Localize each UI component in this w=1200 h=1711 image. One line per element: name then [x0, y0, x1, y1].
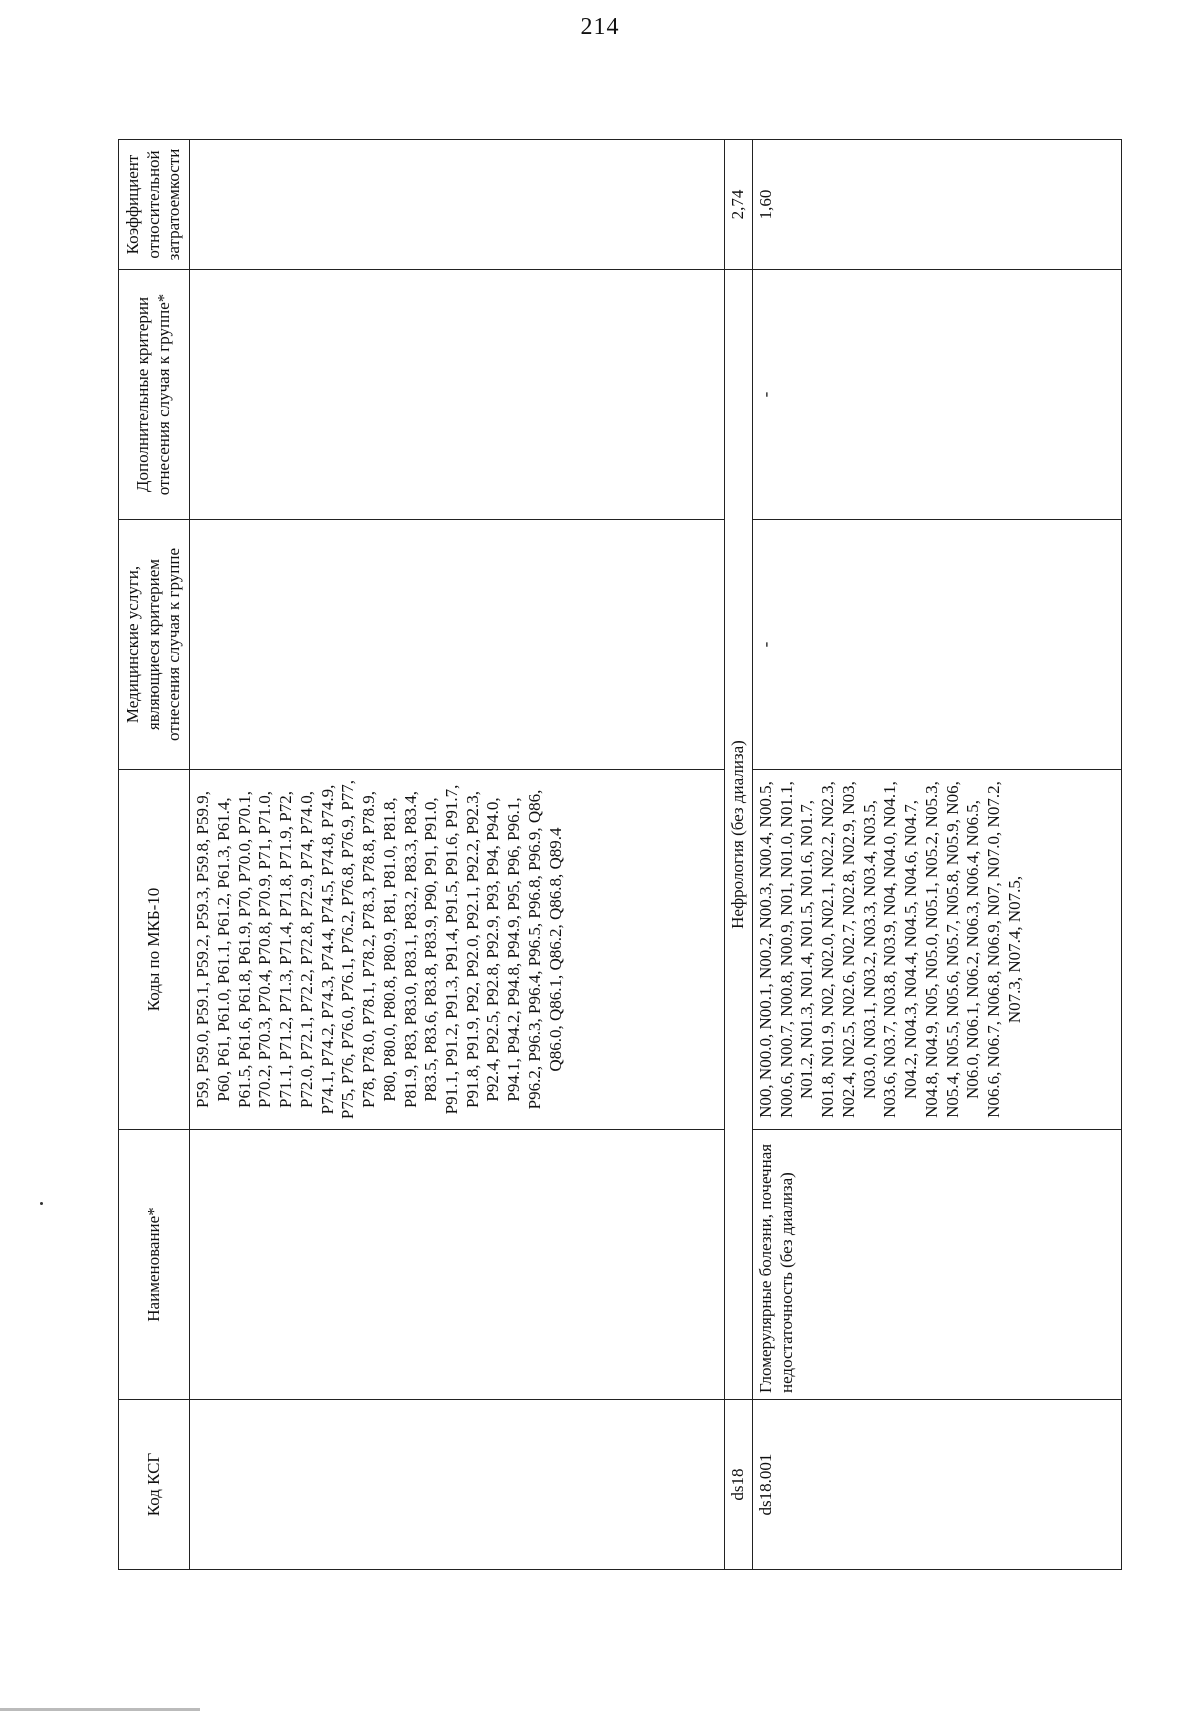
- row2-coefficient: 1,60: [752, 140, 1121, 270]
- section-title: Нефрология (без диализа): [725, 270, 753, 1400]
- row2-additional-criteria: -: [752, 270, 1121, 520]
- header-medical-services: Медицинские услуги, являющиеся критерием отнесения случая к группе: [119, 520, 190, 770]
- header-coefficient: Коэффициент относительной затратоемкости: [119, 140, 190, 270]
- row1-medical-services: [190, 520, 725, 770]
- header-additional-criteria: Дополнительные критерии отнесения случая к группе*: [119, 270, 190, 520]
- header-code: Код КСГ: [119, 1400, 190, 1570]
- table-header-row: [119, 140, 190, 1570]
- row2-name: Гломерулярные болезни, почечная недостаточность (без диализа): [752, 1130, 1121, 1400]
- row2-medical-services: -: [752, 520, 1121, 770]
- ksg-table: [118, 139, 1122, 1570]
- row1-mkb-codes: P59, P59.0, P59.1, P59.2, P59.3, P59.8, P59.9, P60, P61, P61.0, P61.1, P61.2, P61.3, P61.4, P61.5, P61.6, P61.8, P61.9, P70, P70.0, P70.1, P70.2, P70.3, P70.4, P70.8, P70.9, P71, P71.0, P71.1, P71.2, P71.3, P71.4, P71.8, P71.9, P72, P72.0, P72.1, P72.2, P72.8, P72.9, P74, P74.0, P74.1, P74.2, P74.3, P74.4, P74.5, P74.8, P74.9, P75, P76, P76.0, P76.1, P76.2, P76.8, P76.9, P77, P78, P78.0, P78.1, P78.2, P78.3, P78.8, P78.9, P80, P80.0, P80.8, P80.9, P81, P81.0, P81.8, P81.9, P83, P83.0, P83.1, P83.2, P83.3, P83.4, P83.5, P83.6, P83.8, P83.9, P90, P91, P91.0, P91.1, P91.2, P91.3, P91.4, P91.5, P91.6, P91.7, P91.8, P91.9, P92, P92.0, P92.1, P92.2, P92.3, P92.4, P92.5, P92.8, P92.9, P93, P94, P94.0, P94.1, P94.2, P94.8, P94.9, P95, P96, P96.1, P96.2, P96.3, P96.4, P96.5, P96.8, P96.9, Q86, Q86.0, Q86.1, Q86.2, Q86.8, Q89.4: [190, 770, 725, 1130]
- row1-additional-criteria: [190, 270, 725, 520]
- header-name: Наименование*: [119, 1130, 190, 1400]
- row2-code: ds18.001: [752, 1400, 1121, 1570]
- table-container: [118, 140, 1118, 1570]
- scan-speck: [40, 1202, 43, 1205]
- table-row: [190, 140, 725, 1570]
- header-mkb: Коды по МКБ-10: [119, 770, 190, 1130]
- row1-coefficient: [190, 140, 725, 270]
- row1-name: [190, 1130, 725, 1400]
- page-number: 214: [580, 14, 620, 40]
- section-code: ds18: [725, 1400, 753, 1570]
- rotated-table-frame: [118, 140, 1118, 1570]
- section-coefficient: 2,74: [725, 140, 753, 270]
- row1-code: [190, 1400, 725, 1570]
- row2-mkb-codes: N00, N00.0, N00.1, N00.2, N00.3, N00.4, N00.5, N00.6, N00.7, N00.8, N00.9, N01, N01.0, N01.1, N01.2, N01.3, N01.4, N01.5, N01.6, N01.7, N01.8, N01.9, N02, N02.0, N02.1, N02.2, N02.3, N02.4, N02.5, N02.6, N02.7, N02.8, N02.9, N03, N03.0, N03.1, N03.2, N03.3, N03.4, N03.5, N03.6, N03.7, N03.8, N03.9, N04, N04.0, N04.1, N04.2, N04.3, N04.4, N04.5, N04.6, N04.7, N04.8, N04.9, N05, N05.0, N05.1, N05.2, N05.3, N05.4, N05.5, N05.6, N05.7, N05.8, N05.9, N06, N06.0, N06.1, N06.2, N06.3, N06.4, N06.5, N06.6, N06.7, N06.8, N06.9, N07, N07.0, N07.2, N07.3, N07.4, N07.5,: [752, 770, 1121, 1130]
- table-row: [752, 140, 1121, 1570]
- section-row: [725, 140, 753, 1570]
